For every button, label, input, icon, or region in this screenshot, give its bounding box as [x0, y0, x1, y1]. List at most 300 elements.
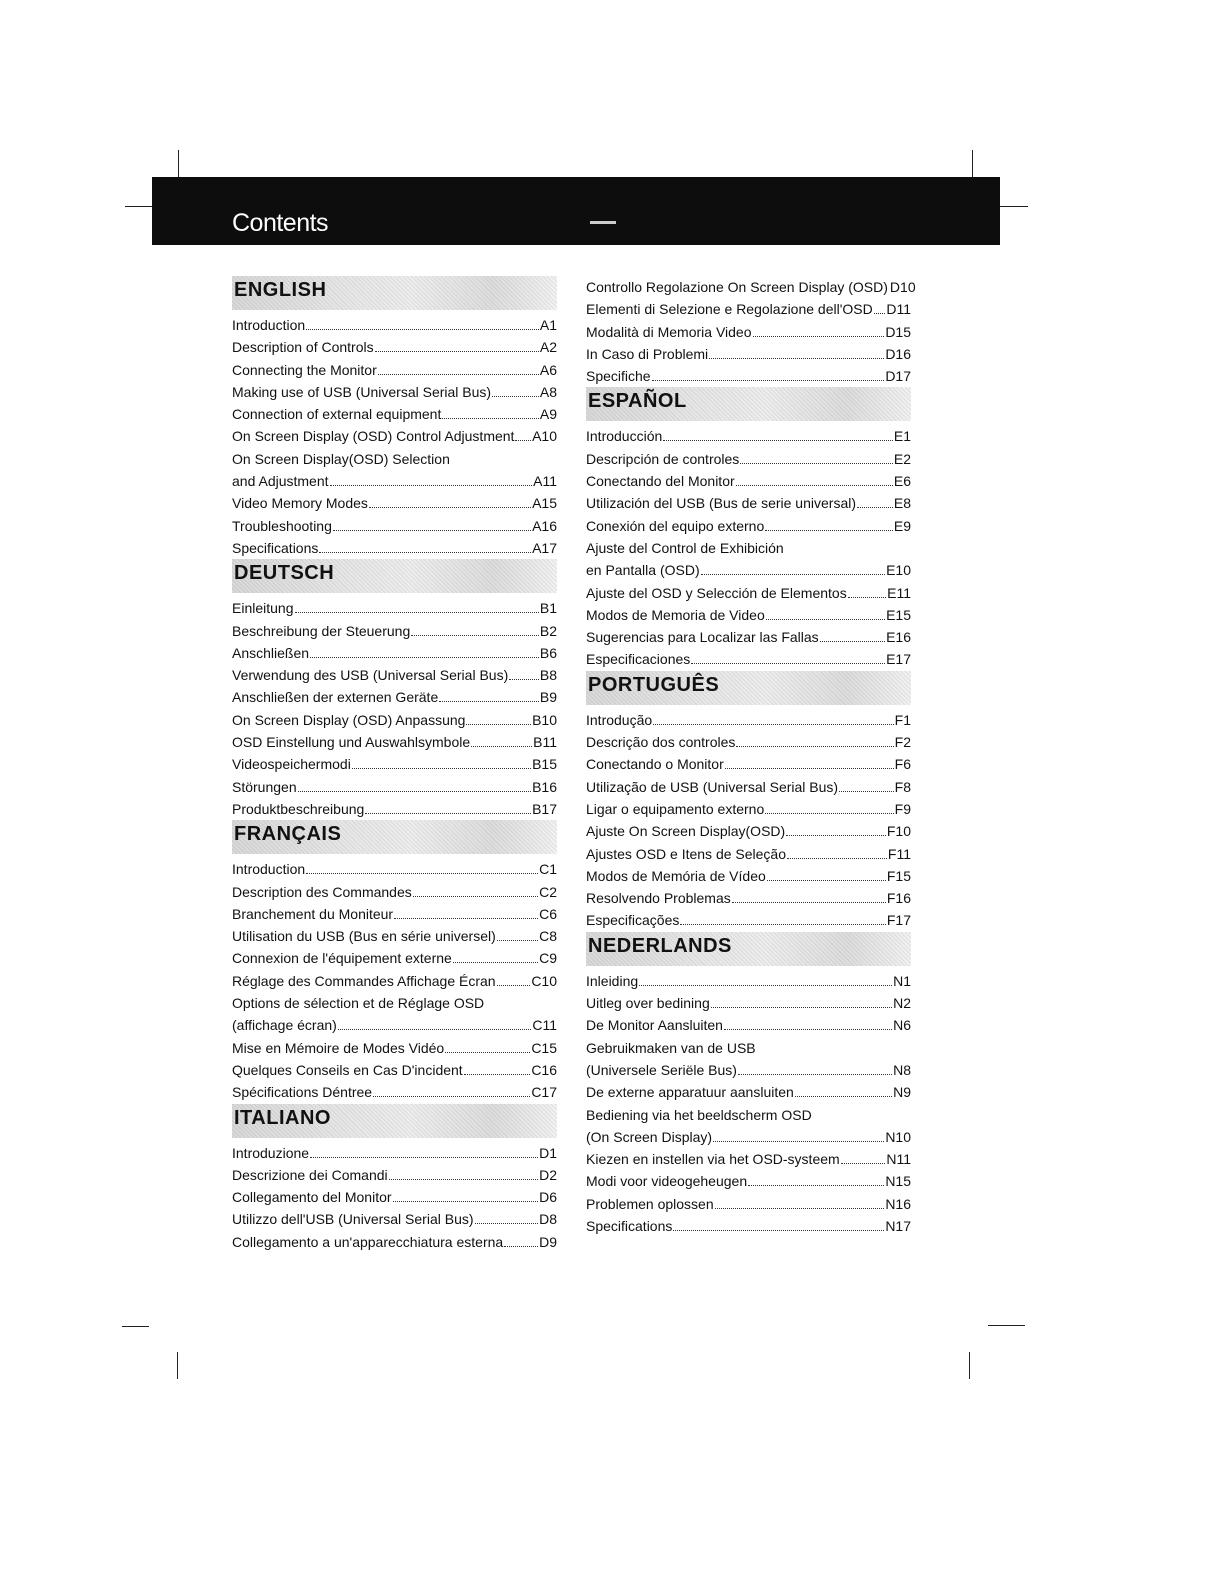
dot-leader	[857, 493, 893, 508]
toc-entry[interactable]	[586, 843, 911, 865]
toc-entry-title: Conexión del equipo externo	[586, 517, 765, 534]
toc-entry-title: en Pantalla (OSD)	[586, 562, 700, 579]
dot-leader	[352, 754, 531, 769]
toc-section-espanol	[586, 387, 911, 670]
toc-entry-page: D1	[539, 1144, 557, 1161]
dot-leader	[740, 449, 893, 464]
toc-entry-title: Ligar o equipamento externo	[586, 800, 765, 817]
toc-entry[interactable]	[232, 642, 557, 664]
toc-entry[interactable]	[586, 1037, 911, 1059]
toc-entry-title: Video Memory Modes	[232, 495, 368, 512]
toc-entry-page: E2	[893, 450, 911, 467]
toc-entry[interactable]	[586, 1193, 911, 1215]
toc-entry-title: Specifications	[232, 539, 319, 556]
toc-entry-page: A8	[539, 383, 557, 400]
toc-entry[interactable]	[232, 798, 557, 820]
toc-entry[interactable]	[232, 776, 557, 798]
toc-entry-title: Inleiding	[586, 972, 639, 989]
toc-entry-title: (Universele Seriële Bus)	[586, 1061, 737, 1078]
toc-entry-page: B8	[539, 667, 557, 684]
toc-entry-page: F15	[886, 867, 911, 884]
toc-section-english	[232, 276, 557, 559]
toc-entry[interactable]	[232, 381, 557, 403]
toc-entry[interactable]	[586, 492, 911, 514]
toc-entry-title: Videospeichermodi	[232, 756, 351, 773]
toc-entry-page: D2	[539, 1166, 557, 1183]
toc-entry-page: E16	[886, 629, 911, 646]
dot-leader	[373, 1082, 530, 1097]
toc-entry[interactable]	[586, 276, 916, 298]
toc-entry-page: E17	[886, 651, 911, 668]
dot-leader	[701, 560, 885, 575]
dot-leader	[725, 754, 894, 769]
dot-leader	[306, 315, 539, 330]
toc-entry-page: E1	[893, 428, 911, 445]
dot-leader	[765, 799, 893, 814]
language-heading-band	[586, 387, 911, 421]
toc-entry[interactable]	[586, 298, 911, 320]
toc-entry-page: A1	[539, 317, 557, 333]
toc-entry[interactable]	[232, 470, 557, 492]
dot-leader	[848, 583, 886, 598]
toc-entry[interactable]	[586, 820, 911, 842]
toc-entry-title: Anschließen	[232, 644, 310, 661]
toc-entry-title: Beschreibung der Steuerung	[232, 622, 411, 639]
toc-entry-title: Introducción	[586, 428, 663, 445]
toc-entry[interactable]	[586, 1059, 911, 1081]
dot-leader	[295, 598, 539, 613]
dot-leader	[439, 687, 539, 702]
toc-section-deutsch	[232, 559, 557, 820]
header-bar	[152, 177, 1000, 245]
toc-entry-page: C15	[531, 1039, 557, 1056]
toc-entry[interactable]	[232, 970, 557, 992]
dot-leader	[673, 1216, 884, 1231]
toc-entry[interactable]	[232, 1231, 557, 1253]
dot-leader	[394, 904, 538, 919]
toc-entry-title: Introduction	[232, 317, 306, 333]
toc-entry-page: C2	[539, 883, 557, 900]
toc-entry-title: Descripción de controles	[586, 450, 740, 467]
dot-leader	[413, 882, 538, 897]
toc-entry[interactable]	[586, 626, 911, 648]
toc-entry[interactable]	[586, 1081, 911, 1103]
toc-entry-title: De Monitor Aansluiten	[586, 1017, 723, 1034]
toc-entry[interactable]	[586, 365, 911, 387]
toc-entry-page: F2	[894, 734, 911, 751]
toc-entry-title: Gebruikmaken van de USB	[586, 1039, 756, 1056]
toc-entry-title: Anschließen der externen Geräte	[232, 689, 439, 706]
crop-mark-bottom-right-v	[969, 1352, 970, 1379]
dot-leader	[736, 471, 893, 486]
toc-entry[interactable]	[586, 1126, 911, 1148]
toc-entry[interactable]	[232, 686, 557, 708]
toc-entry-title: Connexion de l'équipement externe	[232, 950, 452, 967]
toc-entry[interactable]	[586, 798, 911, 820]
toc-entry-page: B2	[539, 622, 557, 639]
toc-entry-page: F16	[886, 890, 911, 907]
toc-entry[interactable]	[586, 537, 911, 559]
toc-entry-title: On Screen Display (OSD) Control Adjustment	[232, 428, 515, 445]
toc-entry[interactable]	[586, 1014, 911, 1036]
language-heading: ITALIANO	[234, 1106, 331, 1129]
toc-entry-page: N10	[885, 1128, 911, 1145]
toc-section-nederlands	[586, 932, 911, 1238]
toc-entry-title: Options de sélection et de Réglage OSD	[232, 995, 485, 1012]
language-heading-band	[586, 671, 911, 705]
crop-mark-bottom-right-h	[988, 1325, 1025, 1326]
toc-entry-page: C10	[531, 972, 557, 989]
dot-leader	[748, 1171, 884, 1186]
toc-entry-title: Branchement du Moniteur	[232, 905, 394, 922]
toc-entry-title: Specifiche	[586, 368, 651, 385]
toc-entry-title: Modos de Memória de Vídeo	[586, 867, 766, 884]
toc-entry-page: B16	[532, 778, 557, 795]
toc-entry-page: C16	[531, 1061, 557, 1078]
dot-leader	[369, 493, 531, 508]
dot-leader	[442, 404, 539, 419]
toc-entry-title: Description des Commandes	[232, 883, 412, 900]
toc-entry-title: In Caso di Problemi	[586, 345, 709, 362]
toc-entry-page: F8	[894, 778, 911, 795]
toc-entry[interactable]	[586, 515, 911, 537]
toc-entry-title: Elementi di Selezione e Regolazione dell'OSD	[586, 301, 873, 318]
toc-entry-page: N11	[886, 1151, 911, 1168]
toc-entry-page: B11	[533, 734, 557, 751]
toc-entry-title: Bediening via het beeldscherm OSD	[586, 1106, 812, 1123]
toc-entry-title: Conectando o Monitor	[586, 756, 724, 773]
dot-leader	[652, 366, 885, 381]
dot-leader	[680, 910, 885, 925]
toc-entry[interactable]	[232, 448, 557, 470]
toc-entry-page: A10	[532, 428, 557, 445]
toc-entry[interactable]	[586, 648, 911, 670]
toc-entry-title: Kiezen en instellen via het OSD-systeem	[586, 1151, 840, 1168]
toc-entry[interactable]	[232, 925, 557, 947]
dot-leader	[453, 948, 538, 963]
toc-entry[interactable]	[586, 865, 911, 887]
toc-entry-title: Ajuste del OSD y Selección de Elementos	[586, 584, 847, 601]
toc-entry[interactable]	[586, 448, 911, 470]
toc-entry[interactable]	[232, 731, 557, 753]
toc-entry-title: Troubleshooting	[232, 517, 332, 534]
toc-entry-title: Introdução	[586, 711, 653, 728]
toc-entry-title: Verwendung des USB (Universal Serial Bus)	[232, 667, 509, 684]
page-title: Contents	[232, 209, 329, 237]
crop-mark-bottom-left-v	[177, 1352, 178, 1379]
toc-entry-title: Modalità di Memoria Video	[586, 323, 752, 340]
language-heading: ESPAÑOL	[588, 390, 687, 413]
toc-section-italiano	[232, 1104, 557, 1253]
toc-entry[interactable]	[232, 359, 557, 381]
toc-entry-page: D6	[539, 1189, 557, 1206]
toc-entry-title: Ajuste del Control de Exhibición	[586, 539, 784, 556]
toc-entry-title: Specifications	[586, 1217, 673, 1234]
toc-entry[interactable]	[232, 753, 557, 775]
language-heading: ENGLISH	[234, 279, 327, 301]
toc-entry[interactable]	[232, 336, 557, 358]
toc-entry-page: N17	[885, 1217, 911, 1234]
toc-entry-page: D10	[889, 279, 916, 295]
language-heading-band	[586, 932, 911, 966]
toc-entry[interactable]	[232, 858, 557, 880]
dot-leader	[475, 1209, 539, 1224]
toc-entry[interactable]	[232, 492, 557, 514]
toc-entry[interactable]	[232, 597, 557, 619]
toc-entry-page: F10	[886, 823, 911, 840]
dot-leader	[333, 516, 531, 531]
toc-entry[interactable]	[232, 515, 557, 537]
toc-entry[interactable]	[586, 887, 911, 909]
dot-leader	[713, 1127, 884, 1142]
header-speck	[590, 221, 616, 224]
dot-leader	[310, 643, 539, 658]
dot-leader	[738, 1060, 892, 1075]
toc-entry-page: D8	[539, 1211, 557, 1228]
dot-leader	[711, 993, 892, 1008]
toc-entry-page: B6	[539, 644, 557, 661]
toc-entry-page: E10	[886, 562, 911, 579]
language-heading: PORTUGUÊS	[588, 673, 720, 696]
toc-entry-title: On Screen Display(OSD) Selection	[232, 450, 450, 467]
toc-entry[interactable]	[232, 1208, 557, 1230]
dot-leader	[365, 799, 531, 814]
dot-leader	[298, 777, 531, 792]
toc-entry-title: Utilisation du USB (Bus en série universel)	[232, 928, 496, 945]
toc-entry-title: Ajustes OSD e Itens de Seleção	[586, 845, 786, 862]
dot-leader	[306, 859, 538, 874]
crop-mark-left-h	[125, 206, 152, 207]
toc-entry-title: Especificações	[586, 912, 680, 929]
toc-entry-page: F17	[886, 912, 911, 929]
toc-entry-title: Description of Controls	[232, 339, 374, 356]
dot-leader	[504, 1232, 538, 1247]
toc-entry-page: N8	[893, 1061, 911, 1078]
toc-entry-title: OSD Einstellung und Auswahlsymbole	[232, 734, 471, 751]
toc-entry-page: C6	[539, 905, 557, 922]
dot-leader	[724, 1015, 892, 1030]
toc-entry-title: (affichage écran)	[232, 1017, 337, 1034]
toc-entry-page: B9	[539, 689, 557, 706]
toc-entry[interactable]	[586, 582, 911, 604]
toc-entry-page: C9	[539, 950, 557, 967]
toc-entry-page: N1	[893, 972, 911, 989]
toc-entry-title: Mise en Mémoire de Modes Vidéo	[232, 1039, 445, 1056]
toc-entry-page: N6	[893, 1017, 911, 1034]
toc-entry[interactable]	[586, 1104, 911, 1126]
toc-entry[interactable]	[586, 1215, 911, 1237]
toc-entry-title: Einleitung	[232, 600, 294, 617]
toc-entry-page: A9	[539, 406, 557, 423]
dot-leader	[820, 627, 885, 642]
toc-section-portugues	[586, 671, 911, 932]
toc-entry[interactable]	[586, 753, 911, 775]
toc-entry[interactable]	[232, 664, 557, 686]
dot-leader	[663, 426, 893, 441]
dot-leader	[338, 1015, 532, 1030]
toc-entry-page: B10	[532, 711, 557, 728]
dot-leader	[795, 1082, 892, 1097]
toc-entry-page: E15	[886, 606, 911, 623]
dot-leader	[497, 926, 538, 941]
toc-entry[interactable]	[586, 343, 911, 365]
dot-leader	[471, 732, 532, 747]
toc-entry[interactable]	[232, 709, 557, 731]
toc-entry[interactable]	[232, 1081, 557, 1103]
toc-entry-title: Connecting the Monitor	[232, 361, 377, 378]
toc-entry-page: B17	[532, 800, 557, 817]
toc-entry-title: Resolvendo Problemas	[586, 890, 731, 907]
toc-entry[interactable]	[586, 604, 911, 626]
dot-leader	[378, 360, 539, 375]
toc-entry[interactable]	[232, 992, 557, 1014]
toc-entry[interactable]	[232, 425, 557, 447]
toc-entry[interactable]	[232, 881, 557, 903]
toc-entry-title: Utilização de USB (Universal Serial Bus)	[586, 778, 839, 795]
dot-leader	[691, 649, 885, 664]
toc-entry[interactable]	[586, 992, 911, 1014]
toc-entry-title: On Screen Display (OSD) Anpassung	[232, 711, 466, 728]
toc-entry-title: and Adjustment	[232, 473, 329, 490]
language-heading: NEDERLANDS	[588, 934, 732, 957]
dot-leader	[732, 888, 886, 903]
dot-leader	[766, 605, 885, 620]
toc-entry-title: Collegamento a un'apparecchiatura esterna	[232, 1233, 504, 1250]
toc-entry-title: Especificaciones	[586, 651, 691, 668]
toc-entry-title: Modos de Memoria de Video	[586, 606, 765, 623]
toc-entry-title: Making use of USB (Universal Serial Bus)	[232, 383, 492, 400]
dot-leader	[319, 538, 531, 553]
toc-entry[interactable]	[232, 1186, 557, 1208]
toc-entry-title: Introduzione	[232, 1144, 310, 1161]
dot-leader	[330, 471, 533, 486]
dot-leader	[715, 1194, 885, 1209]
toc-entry[interactable]	[232, 1014, 557, 1036]
toc-entry-page: N9	[893, 1084, 911, 1101]
toc-entry[interactable]	[586, 425, 911, 447]
toc-entry-title: Conectando del Monitor	[586, 473, 735, 490]
toc-section-continued	[586, 276, 916, 387]
toc-entry[interactable]	[586, 776, 911, 798]
toc-entry-title: Descrizione dei Comandi	[232, 1166, 388, 1183]
language-heading: DEUTSCH	[234, 562, 335, 585]
crop-mark-right-h	[1000, 206, 1028, 207]
language-heading-band	[232, 559, 557, 593]
toc-entry[interactable]	[232, 537, 557, 559]
toc-entry-page: D16	[885, 345, 911, 362]
toc-entry-title: (On Screen Display)	[586, 1128, 713, 1145]
dot-leader	[841, 1149, 886, 1164]
toc-entry-page: C8	[539, 928, 557, 945]
dot-leader	[653, 710, 893, 725]
toc-entry-page: E6	[893, 473, 911, 490]
toc-entry-page: F11	[887, 845, 911, 862]
toc-entry-page: A6	[539, 361, 557, 378]
toc-entry-title: Sugerencias para Localizar las Fallas	[586, 629, 819, 646]
crop-mark-top-left	[178, 150, 179, 177]
toc-entry-title: Utilizzo dell'USB (Universal Serial Bus)	[232, 1211, 474, 1228]
toc-entry[interactable]	[586, 970, 911, 992]
dot-leader	[767, 866, 886, 881]
crop-mark-top-right	[972, 150, 973, 177]
dot-leader	[786, 821, 886, 836]
toc-entry-title: Produktbeschreibung	[232, 800, 365, 817]
toc-entry-page: E8	[893, 495, 911, 512]
dot-leader	[310, 1143, 538, 1158]
toc-entry-title: Collegamento del Monitor	[232, 1189, 392, 1206]
dot-leader	[393, 1187, 539, 1202]
dot-leader	[464, 1060, 531, 1075]
toc-entry-title: Réglage des Commandes Affichage Écran	[232, 972, 496, 989]
toc-left-column	[232, 276, 557, 1253]
dot-leader	[874, 299, 886, 314]
toc-entry-title: Modi voor videogeheugen	[586, 1173, 748, 1190]
toc-entry-page: E9	[893, 517, 911, 534]
toc-entry-title: Uitleg over bedining	[586, 995, 710, 1012]
dot-leader	[492, 382, 539, 397]
dot-leader	[466, 710, 531, 725]
toc-entry[interactable]	[232, 903, 557, 925]
toc-entry[interactable]	[586, 559, 911, 581]
dot-leader	[839, 777, 894, 792]
toc-entry[interactable]	[586, 909, 911, 931]
toc-entry-page: E11	[887, 584, 911, 601]
toc-entry[interactable]	[586, 1170, 911, 1192]
dot-leader	[375, 337, 539, 352]
toc-entry[interactable]	[586, 1148, 911, 1170]
toc-entry-page: C17	[531, 1084, 557, 1101]
toc-entry[interactable]	[232, 403, 557, 425]
toc-entry[interactable]	[586, 321, 911, 343]
toc-entry[interactable]	[232, 620, 557, 642]
toc-entry-title: Connection of external equipment	[232, 406, 442, 423]
toc-entry[interactable]	[586, 470, 911, 492]
toc-entry[interactable]	[232, 1142, 557, 1164]
toc-entry-page: D17	[885, 368, 911, 385]
toc-entry-page: A16	[532, 517, 557, 534]
toc-entry[interactable]	[232, 947, 557, 969]
dot-leader	[509, 665, 539, 680]
toc-entry[interactable]	[232, 1037, 557, 1059]
toc-entry-title: Controllo Regolazione On Screen Display (OSD)	[586, 279, 888, 295]
toc-entry[interactable]	[232, 1059, 557, 1081]
toc-entry-page: D11	[886, 301, 911, 318]
toc-section-francais	[232, 820, 557, 1103]
toc-entry-page: N16	[885, 1195, 911, 1212]
toc-entry[interactable]	[586, 709, 911, 731]
toc-entry-page: N15	[885, 1173, 911, 1190]
toc-entry-page: B1	[539, 600, 557, 617]
toc-entry-title: Ajuste On Screen Display(OSD)	[586, 823, 786, 840]
toc-entry-page: B15	[532, 756, 557, 773]
toc-entry-page: F9	[894, 800, 911, 817]
language-heading: FRANÇAIS	[234, 823, 342, 846]
toc-entry[interactable]	[232, 314, 557, 336]
dot-leader	[411, 621, 539, 636]
dot-leader	[736, 732, 893, 747]
toc-right-column	[586, 276, 916, 1237]
toc-entry-title: Descrição dos controles	[586, 734, 736, 751]
toc-entry-page: F6	[894, 756, 911, 773]
dot-leader	[389, 1165, 538, 1180]
toc-entry[interactable]	[232, 1164, 557, 1186]
toc-entry[interactable]	[586, 731, 911, 753]
toc-entry-page: A17	[532, 539, 557, 556]
toc-entry-title: Utilización del USB (Bus de serie universal)	[586, 495, 856, 512]
dot-leader	[709, 344, 884, 359]
crop-mark-bottom-left-h	[122, 1326, 149, 1327]
toc-entry-page: C1	[539, 861, 557, 878]
